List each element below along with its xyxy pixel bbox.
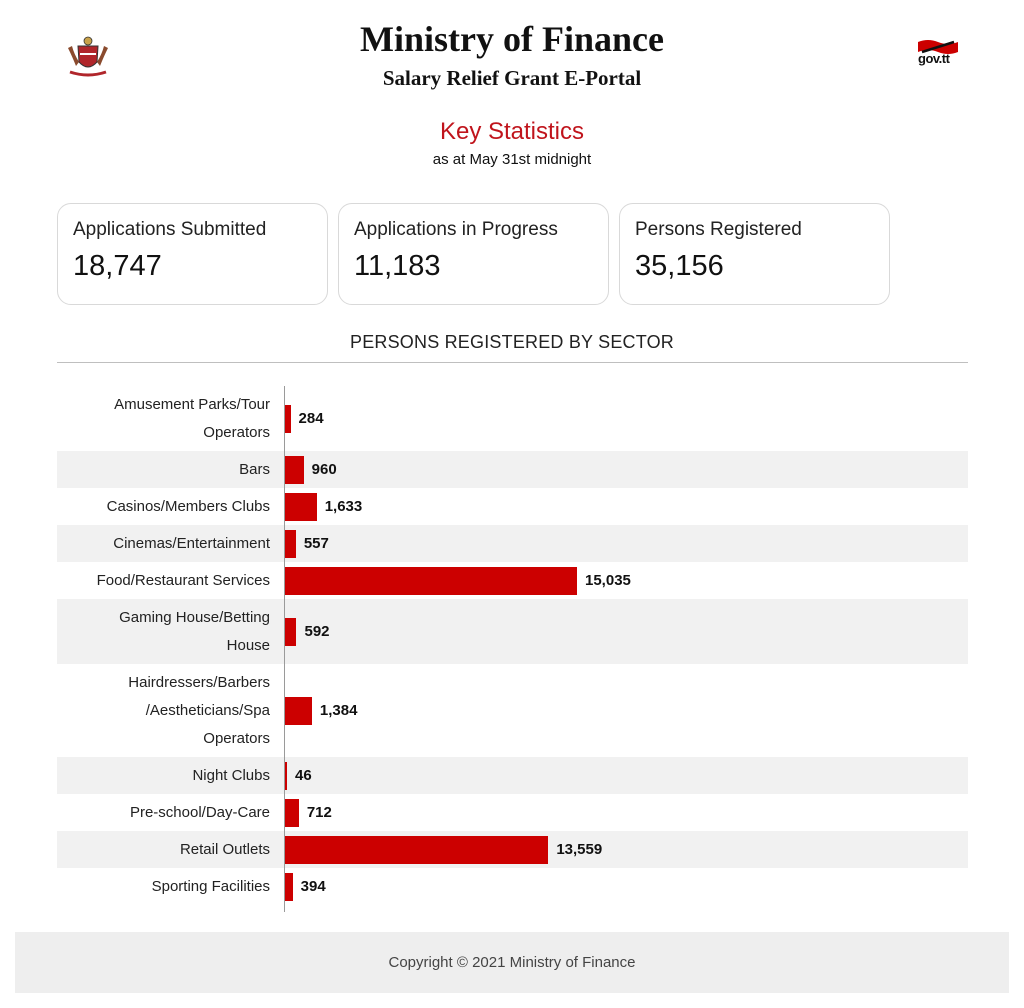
chart-category-line: Gaming House/Betting bbox=[119, 608, 270, 626]
chart-value-label: 557 bbox=[303, 534, 329, 552]
chart-bar bbox=[285, 456, 304, 484]
chart-row bbox=[57, 562, 968, 599]
chart-row bbox=[57, 599, 968, 664]
chart-row bbox=[57, 664, 968, 757]
chart-value-label: 712 bbox=[306, 803, 332, 821]
stat-card-label: Applications Submitted bbox=[73, 219, 267, 240]
chart-bar bbox=[285, 697, 312, 725]
chart-bar bbox=[285, 762, 287, 790]
chart-row bbox=[57, 757, 968, 794]
chart-category-line: House bbox=[226, 636, 270, 654]
chart-value-label: 15,035 bbox=[585, 571, 631, 589]
stat-card-label: Persons Registered bbox=[635, 219, 802, 240]
chart-category-line: Cinemas/Entertainment bbox=[113, 534, 270, 552]
stat-card-value: 35,156 bbox=[635, 250, 724, 282]
chart-category-label bbox=[50, 599, 270, 664]
chart-category-line: Operators bbox=[203, 729, 270, 747]
chart-row bbox=[57, 831, 968, 868]
chart-bar bbox=[285, 618, 296, 646]
chart-category-line: Food/Restaurant Services bbox=[96, 571, 270, 589]
chart-value-label: 1,384 bbox=[319, 701, 358, 719]
chart-value-label: 46 bbox=[295, 766, 312, 784]
chart-category-line: Bars bbox=[239, 460, 270, 478]
chart-bar bbox=[285, 567, 577, 595]
chart-bar bbox=[285, 493, 317, 521]
gov-tt-logo[interactable] bbox=[914, 38, 962, 70]
chart-value-label: 284 bbox=[298, 409, 324, 427]
stat-card-applications-in-progress bbox=[338, 203, 609, 305]
chart-category-label bbox=[50, 488, 270, 525]
key-statistics-title: Key Statistics bbox=[439, 118, 585, 145]
chart-row bbox=[57, 386, 968, 451]
stat-card-value: 11,183 bbox=[354, 250, 441, 282]
chart-axis-line bbox=[284, 386, 285, 912]
chart-category-label bbox=[50, 562, 270, 599]
key-statistics-date: as at May 31st midnight bbox=[432, 151, 592, 168]
chart-row bbox=[57, 868, 968, 905]
chart-category-line: Casinos/Members Clubs bbox=[106, 497, 270, 515]
chart-value-label: 13,559 bbox=[556, 840, 603, 858]
sector-bar-chart bbox=[57, 386, 968, 912]
chart-row bbox=[57, 488, 968, 525]
chart-category-label bbox=[50, 794, 270, 831]
chart-category-label bbox=[50, 525, 270, 562]
stat-card-label: Applications in Progress bbox=[354, 219, 558, 240]
stat-card-value: 18,747 bbox=[73, 250, 162, 282]
chart-category-line: Pre-school/Day-Care bbox=[129, 803, 270, 821]
chart-row bbox=[57, 794, 968, 831]
chart-row bbox=[57, 451, 968, 488]
chart-bar bbox=[285, 836, 548, 864]
page-title: Ministry of Finance bbox=[360, 19, 664, 59]
chart-category-label bbox=[50, 757, 270, 794]
stat-card-persons-registered bbox=[619, 203, 890, 305]
chart-category-label bbox=[50, 868, 270, 905]
page-header bbox=[0, 0, 1024, 100]
chart-category-line: Hairdressers/Barbers bbox=[128, 673, 270, 691]
chart-category-line: Retail Outlets bbox=[179, 840, 270, 858]
gov-tt-text: gov.tt bbox=[918, 51, 950, 66]
chart-category-label bbox=[50, 664, 270, 757]
chart-row bbox=[57, 525, 968, 562]
chart-value-label: 592 bbox=[304, 622, 330, 640]
chart-bar bbox=[285, 405, 291, 433]
chart-category-label bbox=[50, 451, 270, 488]
chart-category-label bbox=[50, 831, 270, 868]
page-subtitle: Salary Relief Grant E-Portal bbox=[382, 66, 642, 90]
chart-value-label: 960 bbox=[311, 460, 337, 478]
chart-category-line: Amusement Parks/Tour bbox=[114, 395, 270, 413]
chart-category-line: /Aestheticians/Spa bbox=[145, 701, 270, 719]
stat-card-applications-submitted bbox=[57, 203, 328, 305]
chart-bar bbox=[285, 530, 296, 558]
chart-bar bbox=[285, 799, 299, 827]
page-footer bbox=[15, 932, 1009, 993]
section-divider bbox=[57, 362, 968, 363]
chart-value-label: 394 bbox=[300, 877, 326, 895]
chart-category-label bbox=[50, 386, 270, 451]
chart-category-line: Operators bbox=[203, 423, 270, 441]
copyright-text: Copyright © 2021 Ministry of Finance bbox=[388, 954, 636, 971]
chart-value-label: 1,633 bbox=[324, 497, 363, 515]
chart-category-line: Night Clubs bbox=[192, 766, 270, 784]
sector-chart-title: PERSONS REGISTERED BY SECTOR bbox=[349, 332, 674, 352]
chart-category-line: Sporting Facilities bbox=[151, 877, 270, 895]
chart-bar bbox=[285, 873, 293, 901]
